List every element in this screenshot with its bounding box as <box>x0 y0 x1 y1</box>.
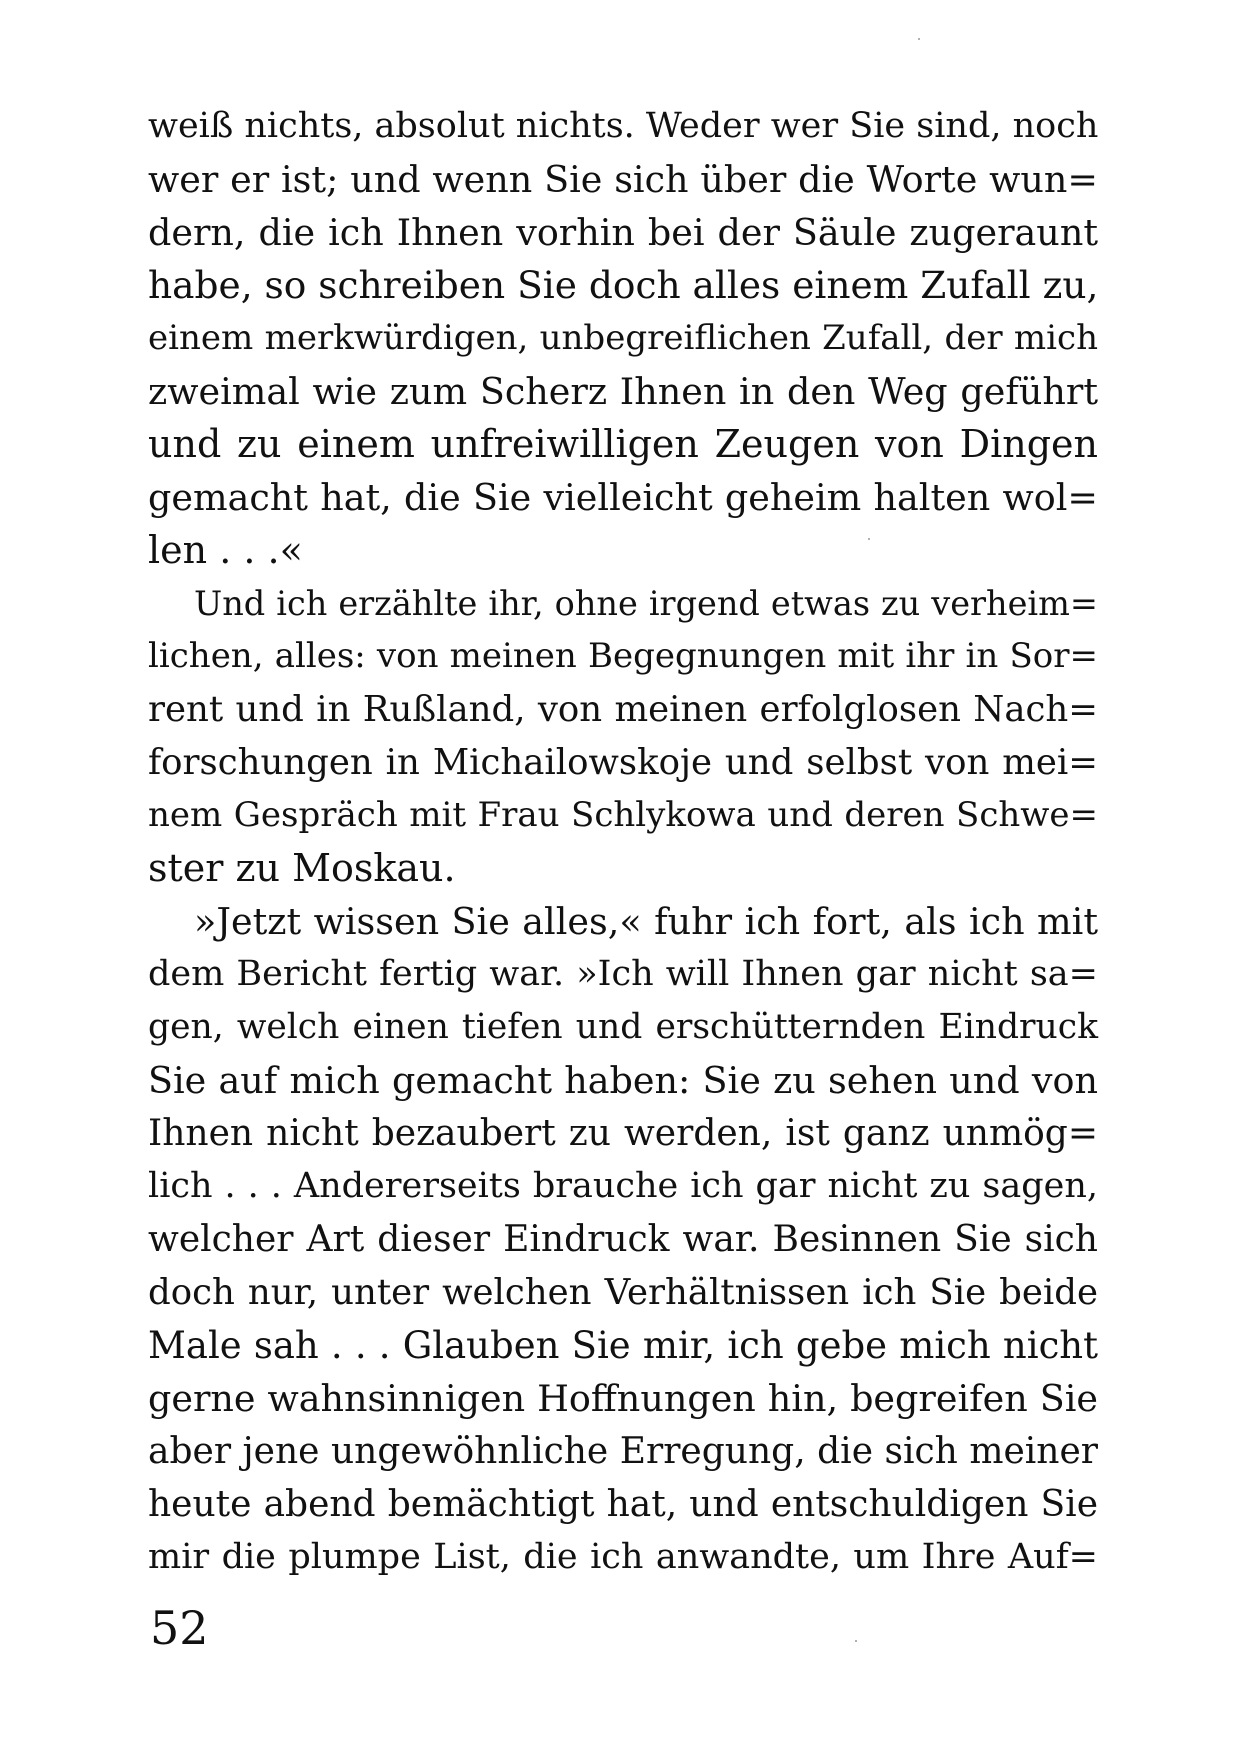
text-line: »Jetzt wissen Sie alles,« fuhr ich fort, als ich mit <box>194 900 1098 943</box>
text-line: welcher Art dieser Eindruck war. Besinnen Sie sich <box>148 1219 1098 1260</box>
text-line: und zu einem unfreiwilligen Zeugen von Dingen <box>148 422 1098 466</box>
text-line: len . . .« <box>148 528 303 572</box>
scan-speck <box>855 1640 857 1642</box>
text-line: habe, so schreiben Sie doch alles einem Zufall zu, <box>148 263 1099 307</box>
scan-speck <box>918 38 920 40</box>
text-line: einem merkwürdigen, unbegreiflichen Zufall, der mich <box>148 318 1098 358</box>
text-line: rent und in Rußland, von meinen erfolglosen Nach= <box>148 689 1098 730</box>
text-line: aber jene ungewöhnliche Erregung, die sich meiner <box>148 1431 1098 1472</box>
text-line: lich . . . Andererseits brauche ich gar nicht zu sagen, <box>148 1166 1098 1206</box>
scan-speck <box>868 538 870 540</box>
text-line: doch nur, unter welchen Verhältnissen ich Sie beide <box>148 1272 1098 1313</box>
page-body <box>148 100 1098 1584</box>
text-line: Sie auf mich gemacht haben: Sie zu sehen und von <box>148 1059 1098 1102</box>
text-line: heute abend bemächtigt hat, und entschuldigen Sie <box>148 1484 1098 1525</box>
text-line: gen, welch einen tiefen und erschütternden Eindruck <box>148 1007 1098 1047</box>
text-line: zweimal wie zum Scherz Ihnen in den Weg geführt <box>148 370 1098 413</box>
text-line: Male sah . . . Glauben Sie mir, ich gebe mich nicht <box>148 1324 1098 1367</box>
text-line: ster zu Moskau. <box>148 846 456 890</box>
text-line: Ihnen nicht bezaubert zu werden, ist ganz unmög= <box>148 1113 1098 1154</box>
text-line: wer er ist; und wenn Sie sich über die Worte wun= <box>148 158 1098 201</box>
text-line: mir die plumpe List, die ich anwandte, um Ihre Auf= <box>148 1537 1098 1577</box>
text-line: gerne wahnsinnigen Hoffnungen hin, begreifen Sie <box>148 1377 1098 1420</box>
text-line: forschungen in Michailowskoje und selbst von mei= <box>148 742 1098 783</box>
text-line: lichen, alles: von meinen Begegnungen mit ihr in Sor= <box>148 636 1098 676</box>
text-line: gemacht hat, die Sie vielleicht geheim halten wol= <box>148 476 1098 519</box>
page-number: 52 <box>150 1601 209 1655</box>
text-line: dem Bericht fertig war. »Ich will Ihnen gar nicht sa= <box>148 954 1098 994</box>
text-line: nem Gespräch mit Frau Schlykowa und deren Schwe= <box>148 795 1098 835</box>
text-line: dern, die ich Ihnen vorhin bei der Säule zugeraunt <box>148 211 1098 254</box>
text-line: weiß nichts, absolut nichts. Weder wer Sie sind, noch <box>148 106 1099 146</box>
text-line: Und ich erzählte ihr, ohne irgend etwas zu verheim= <box>194 584 1098 623</box>
